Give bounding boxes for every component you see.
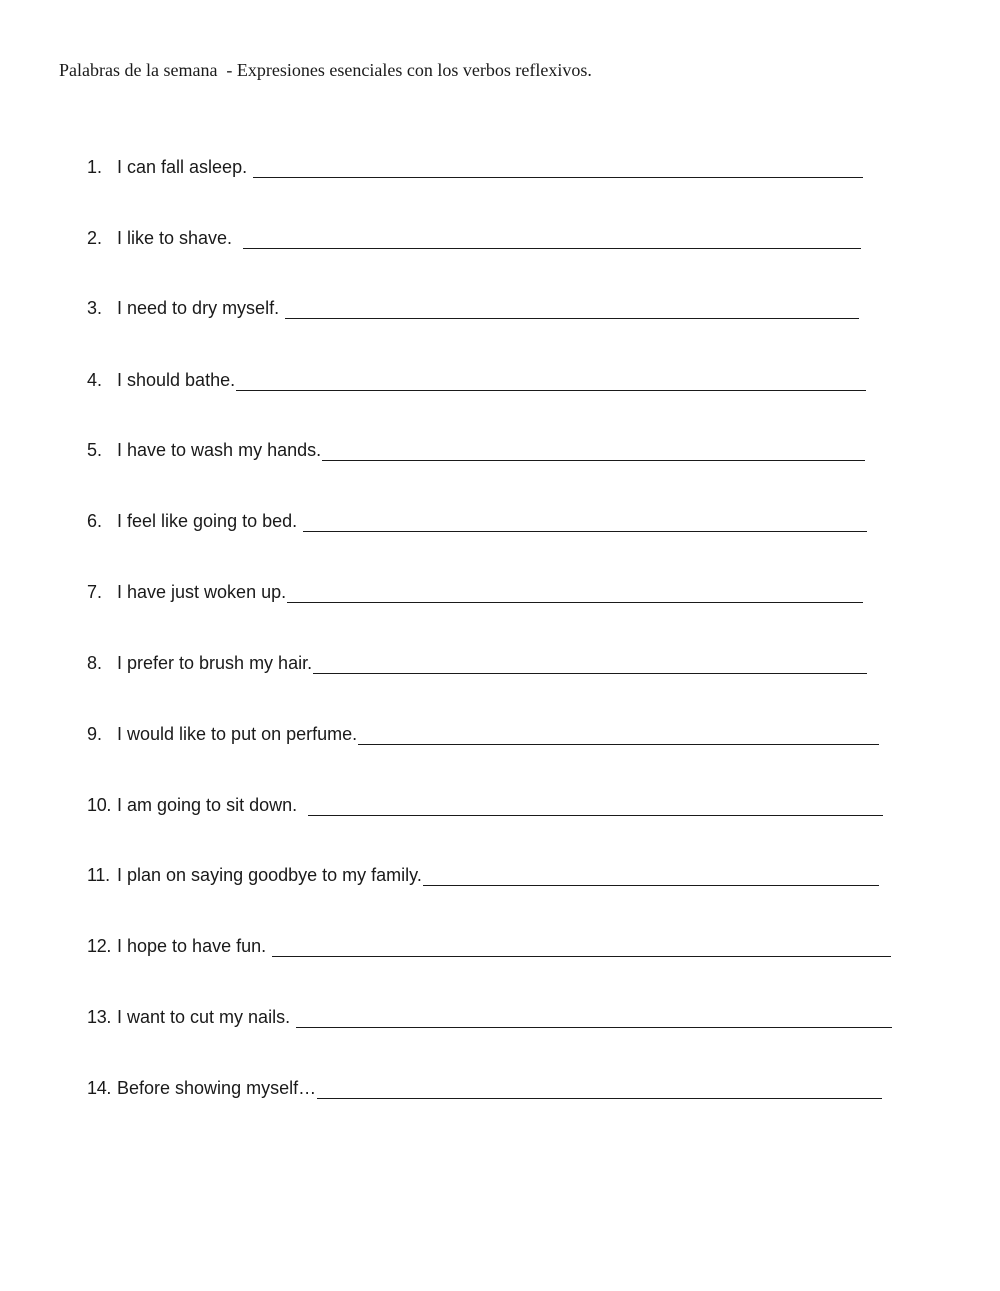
item-prompt: I want to cut my nails.: [117, 1007, 296, 1027]
exercise-item-2: [87, 223, 861, 249]
answer-blank-14[interactable]: [317, 1079, 882, 1099]
item-number: 7.: [87, 582, 103, 602]
item-prompt: I should bathe.: [117, 370, 236, 390]
item-prompt: I like to shave.: [117, 228, 243, 248]
answer-blank-12[interactable]: [272, 937, 891, 957]
item-number: 9.: [87, 724, 103, 744]
item-prompt: I would like to put on perfume.: [117, 724, 358, 744]
item-number: 1.: [87, 157, 103, 177]
item-prompt: Before showing myself…: [117, 1078, 317, 1098]
exercise-item-5: [87, 435, 865, 461]
item-prompt: I feel like going to bed.: [117, 511, 303, 531]
item-prompt: I need to dry myself.: [117, 298, 285, 318]
exercise-item-12: [87, 931, 891, 957]
answer-blank-13[interactable]: [296, 1008, 892, 1028]
item-number: 14.: [87, 1078, 112, 1098]
answer-blank-2[interactable]: [243, 229, 861, 249]
item-number: 5.: [87, 440, 103, 460]
item-number: 8.: [87, 653, 103, 673]
exercise-item-11: [87, 860, 879, 886]
exercise-item-7: [87, 577, 863, 603]
answer-blank-9[interactable]: [358, 725, 879, 745]
exercise-item-9: [87, 719, 879, 745]
item-prompt: I can fall asleep.: [117, 157, 253, 177]
answer-blank-3[interactable]: [285, 299, 859, 319]
item-number: 11.: [87, 865, 110, 885]
exercise-item-8: [87, 648, 867, 674]
item-number: 4.: [87, 370, 103, 390]
exercise-item-13: [87, 1002, 892, 1028]
answer-blank-1[interactable]: [253, 158, 863, 178]
answer-blank-5[interactable]: [322, 441, 865, 461]
answer-blank-7[interactable]: [287, 583, 863, 603]
item-prompt: I hope to have fun.: [117, 936, 272, 956]
item-prompt: I am going to sit down.: [117, 795, 308, 815]
answer-blank-10[interactable]: [308, 796, 883, 816]
item-number: 2.: [87, 228, 103, 248]
item-prompt: I plan on saying goodbye to my family.: [117, 865, 422, 885]
item-number: 10.: [87, 795, 112, 815]
item-prompt: I prefer to brush my hair.: [117, 653, 313, 673]
item-number: 6.: [87, 511, 103, 531]
item-number: 12.: [87, 936, 112, 956]
item-number: 13.: [87, 1007, 112, 1027]
page-title: Palabras de la semana - Expresiones esenciales con los verbos reflexivos.: [59, 60, 592, 80]
item-number: 3.: [87, 298, 103, 318]
answer-blank-11[interactable]: [423, 866, 879, 886]
answer-blank-6[interactable]: [303, 512, 867, 532]
exercise-item-1: [87, 152, 863, 178]
item-prompt: I have just woken up.: [117, 582, 287, 602]
answer-blank-4[interactable]: [236, 371, 866, 391]
exercise-item-10: [87, 790, 883, 816]
answer-blank-8[interactable]: [313, 654, 867, 674]
exercise-item-6: [87, 506, 867, 532]
exercise-item-3: [87, 293, 859, 319]
item-prompt: I have to wash my hands.: [117, 440, 322, 460]
exercise-item-14: [87, 1073, 882, 1099]
exercise-item-4: [87, 365, 866, 391]
